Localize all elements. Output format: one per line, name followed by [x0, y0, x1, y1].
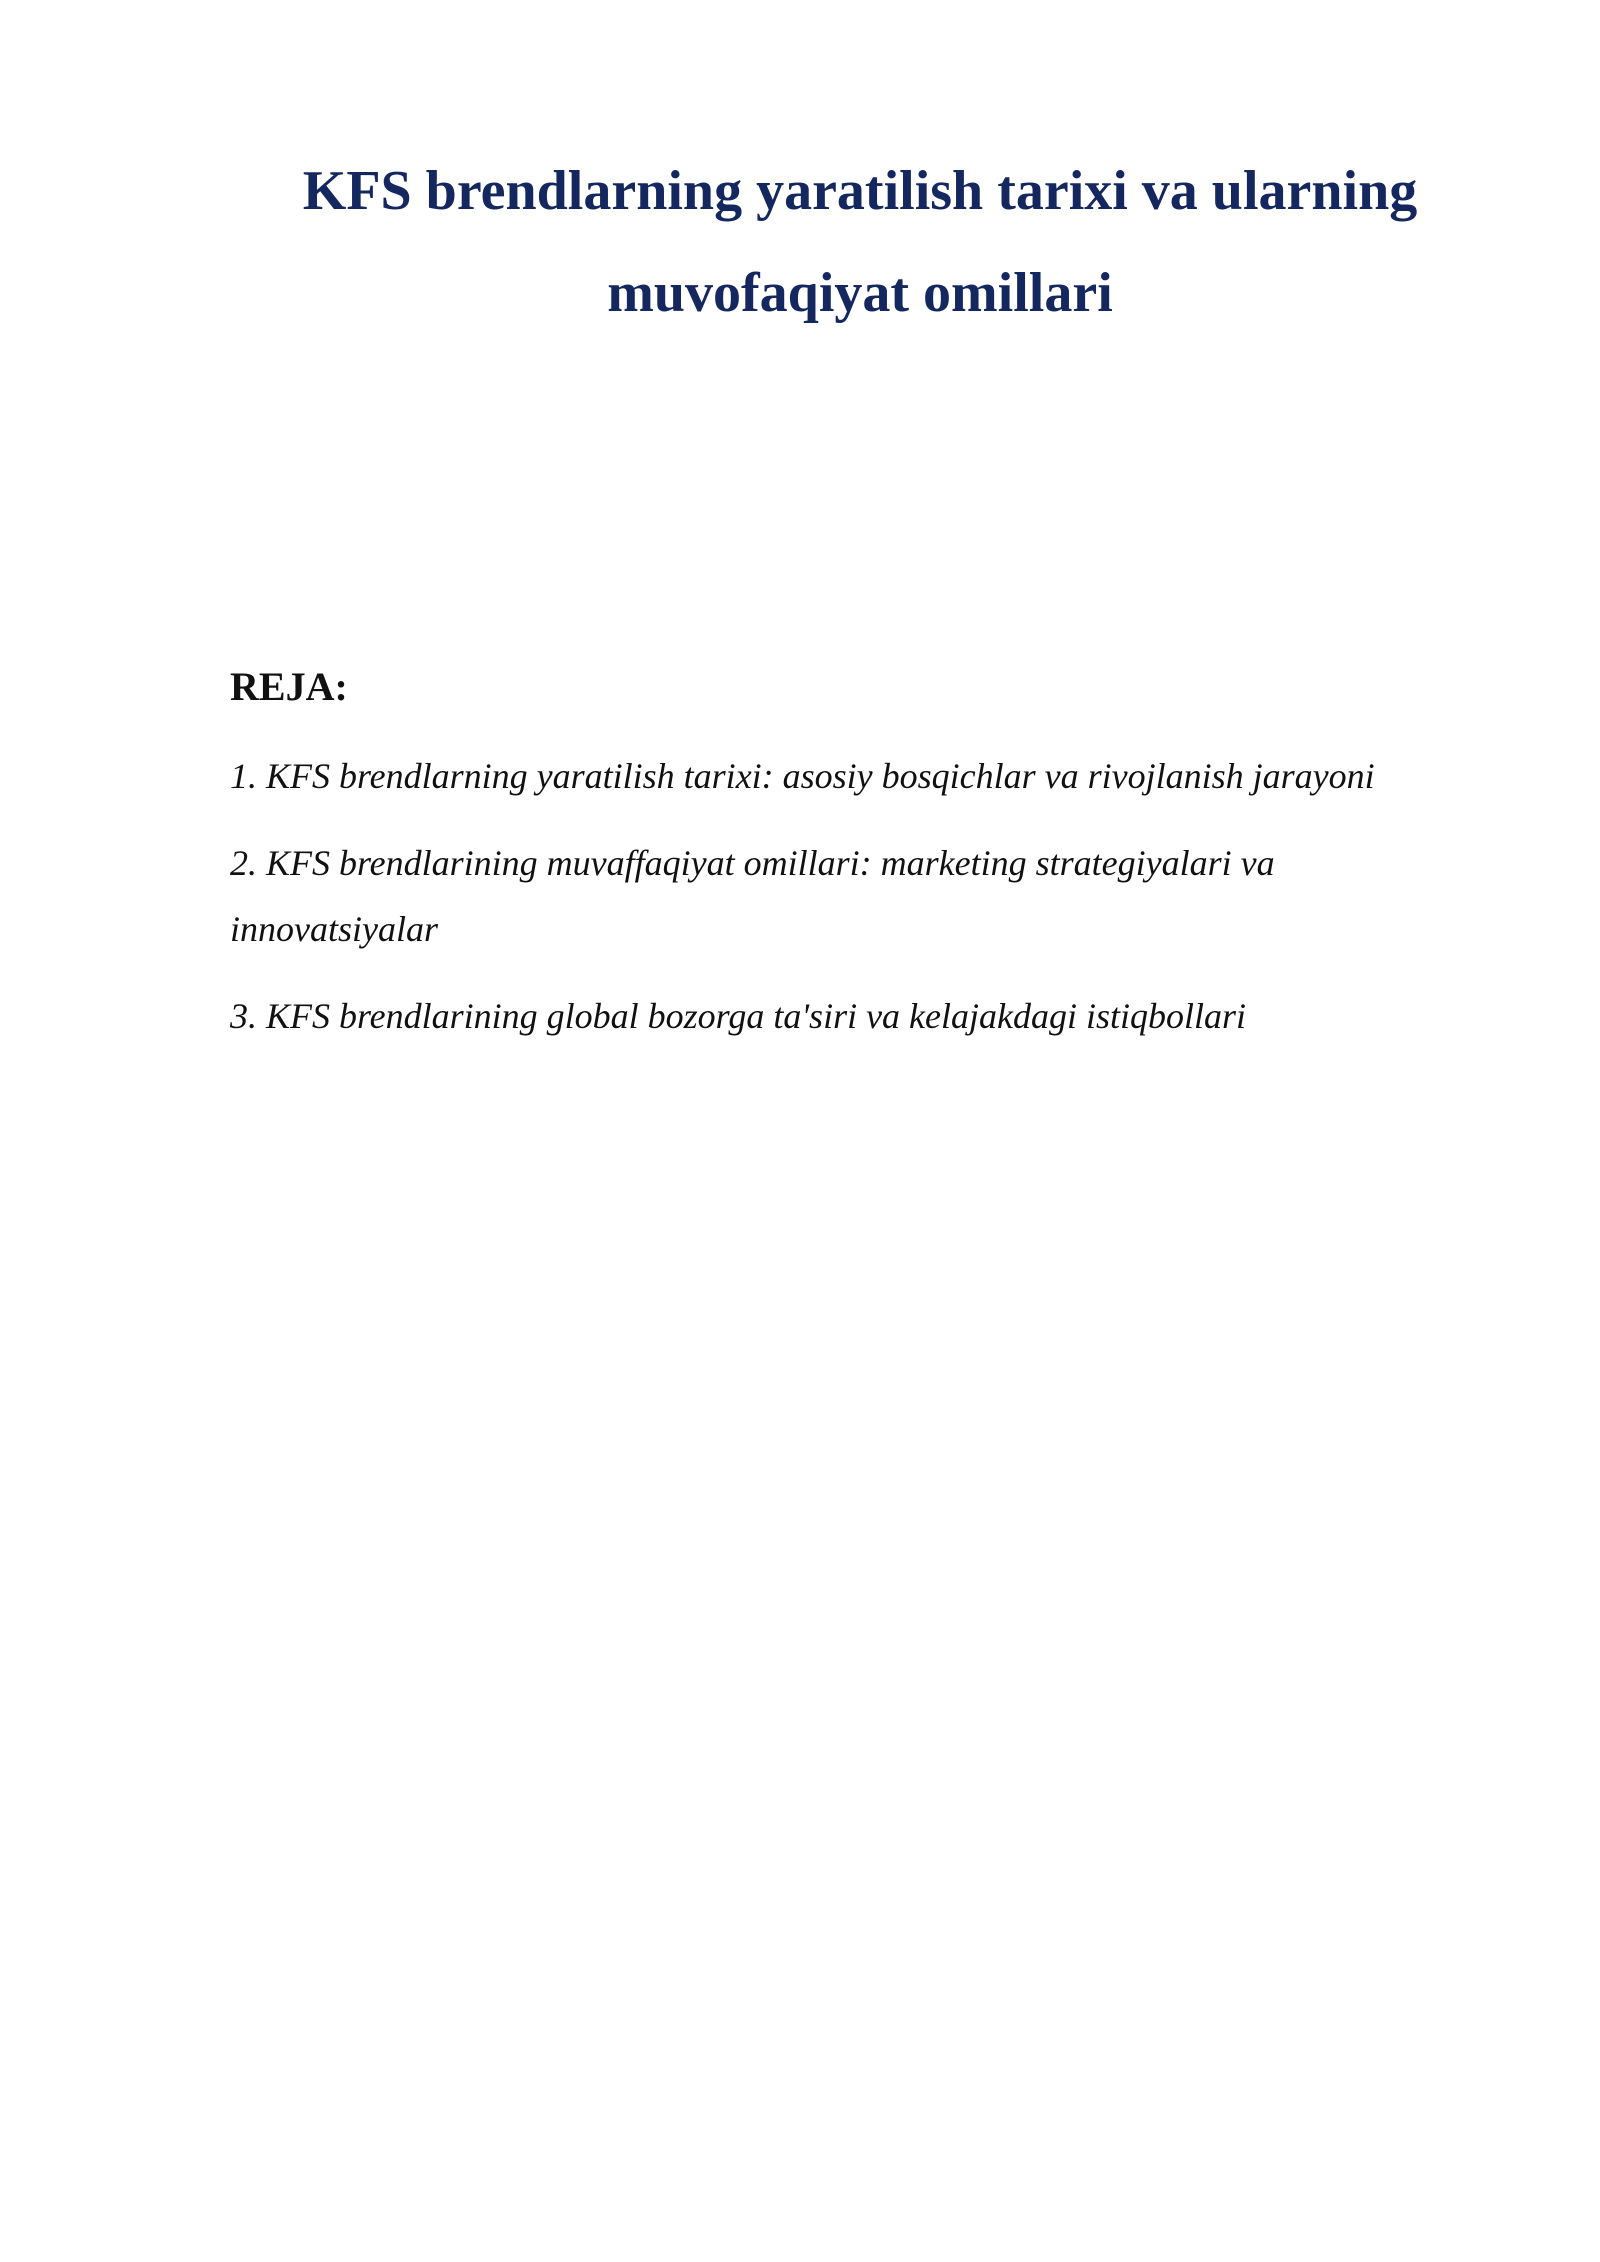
plan-item-1: 1. KFS brendlarning yaratilish tarixi: asosiy bosqichlar va rivojlanish jarayoni — [230, 756, 1375, 796]
plan-heading: REJA: — [230, 664, 348, 709]
page-title: KFS brendlarning yaratilish tarixi va ularning muvofaqiyat omillari — [302, 160, 1418, 324]
plan-list — [230, 743, 1480, 1049]
plan-section — [230, 655, 1480, 1070]
plan-item-3: 3. KFS brendlarining global bozorga ta'siri va kelajakdagi istiqbollari — [230, 996, 1247, 1036]
plan-item-2: 2. KFS brendlarining muvaffaqiyat omillari: marketing strategiyalari va innovatsiyalar — [230, 843, 1275, 949]
